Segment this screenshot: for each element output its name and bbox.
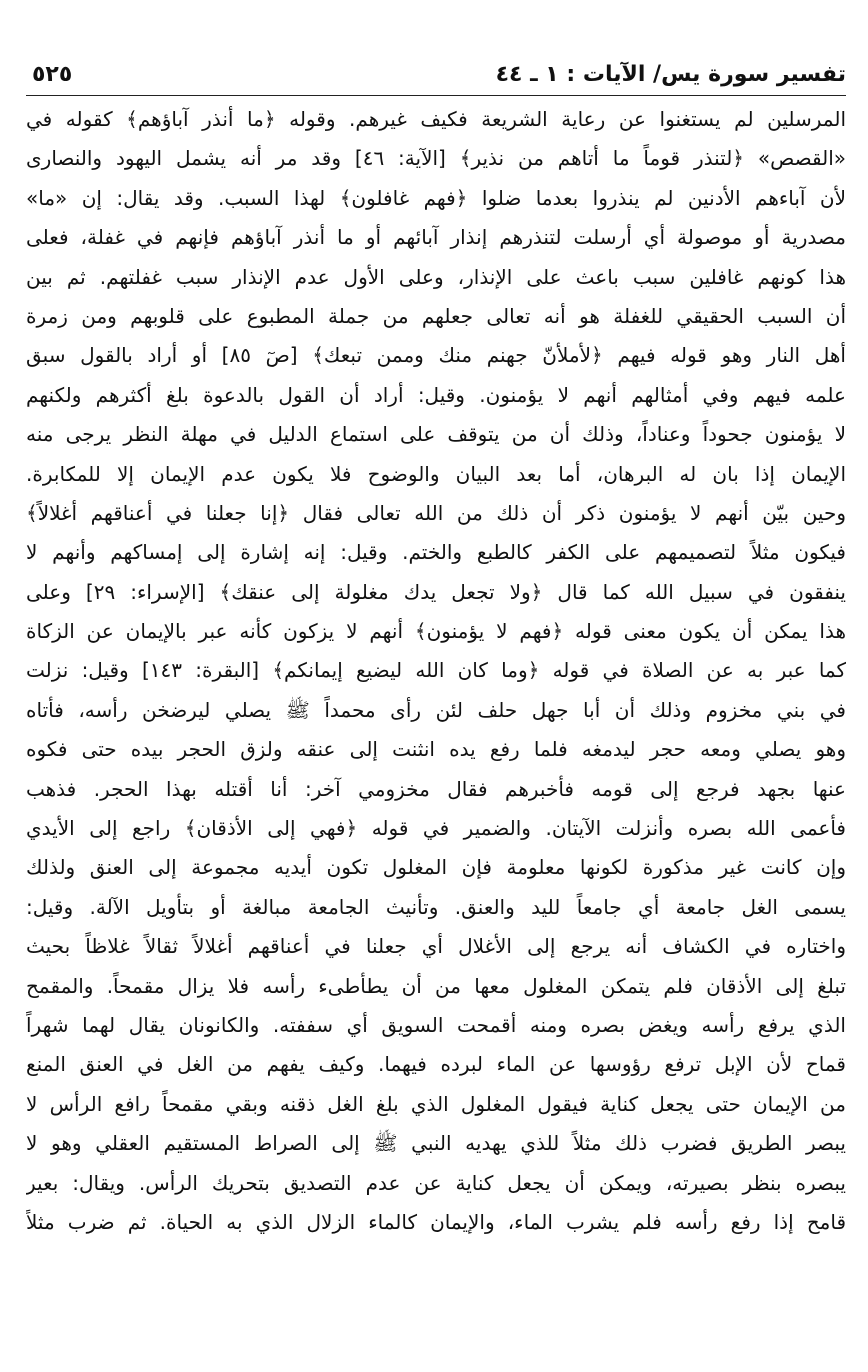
text-line: قماح لأن الإبل ترفع رؤوسها عن الماء لبرده فيهما. وكيف يفهم من الغل في العنق المنع [26, 1052, 846, 1077]
text-line: مصدرية أو موصولة أي أرسلت لتنذرهم إنذار آبائهم أو ما أنذر آباؤهم فإنهم في غفلة، فعلى [26, 225, 846, 250]
text-line: وإن كانت غير مذكورة لكونها معلومة فإن المغلول تكون أيديه مجموعة إلى العنق ولذلك [26, 855, 846, 880]
book-page [26, 58, 846, 1318]
header-divider [26, 95, 846, 96]
text-line: في بني مخزوم وذلك أن أبا جهل حلف لئن رأى محمداً ﷺ يصلي ليرضخن رأسه، فأتاه [26, 697, 846, 722]
text-line: هذا يمكن أن يكون معنى قوله ﴿فهم لا يؤمنون﴾ أنهم لا يزكون كأنه عبر بالإيمان عن الزكاة [26, 619, 846, 644]
text-line: أهل النار وهو قوله فيهم ﴿لأملأنّ جهنم منك وممن تبعك﴾ [صٓ ٨٥] أو أراد بالقول سبق [26, 343, 846, 368]
page-header [26, 58, 846, 96]
text-line: يبصر الطريق فضرب ذلك مثلاً للذي يهديه النبي ﷺ إلى الصراط المستقيم العقلي وهو لا [26, 1131, 846, 1156]
text-line: أن السبب الحقيقي للغفلة هو أنه تعالى جعلهم من جملة المطبوع على قلوبهم ومن زمرة [26, 303, 846, 328]
text-line: لأن آباءهم الأدنين لم ينذروا بعدما ضلوا ﴿فهم غافلون﴾ لهذا السبب. وقد يقال: إن «ما» [26, 185, 846, 210]
text-line: ينفقون في سبيل الله كما قال ﴿ولا تجعل يدك مغلولة إلى عنقك﴾ [الإسراء: ٢٩] وعلى [26, 579, 846, 604]
text-line: وحين بيّن أنهم لا يؤمنون ذكر أن ذلك من الله تعالى فقال ﴿إنا جعلنا في أعناقهم أغلالاً﴾ [26, 500, 846, 525]
text-line: يبصره بنظر بصيرته، ويمكن أن يجعل كناية عن عدم التصديق بتحريك الرأس. ويقال: بعير [26, 1170, 846, 1195]
text-line: كما عبر به عن الصلاة في قوله ﴿وما كان الله ليضيع إيمانكم﴾ [البقرة: ١٤٣] وقيل: نزلت [26, 658, 846, 683]
text-line: فيكون مثلاً لتصميمهم على الكفر كالطبع والختم. وقيل: إنه إشارة إلى إمساكهم وأنهم لا [26, 540, 846, 565]
text-line: المرسلين لم يستغنوا عن رعاية الشريعة فكيف غيرهم. وقوله ﴿ما أنذر آباؤهم﴾ كقوله في [26, 107, 846, 131]
text-line: فأعمى الله بصره وأنزلت الآيتان. والضمير في قوله ﴿فهي إلى الأذقان﴾ راجع إلى الأيدي [26, 816, 846, 841]
text-line: هذا كونهم غافلين سبب باعث على الإنذار، وعلى الأول عدم الإنذار سبب غفلتهم. ثم بين [26, 264, 846, 289]
text-line: الذي يرفع رأسه ويغض بصره ومنه أقمحت السويق أي سففته. والكانونان يقال لهما شهراً [26, 1012, 846, 1037]
text-line: لا يؤمنون جحوداً وعناداً، وذلك أن من يتوقف على استماع الدليل في مهلة النظر يرجى منه [26, 422, 846, 447]
text-line: يسمى الغل جامعة أي جامعاً لليد والعنق. وتأنيث الجامعة مبالغة أو بتأويل الآلة. وقيل: [26, 894, 846, 919]
text-line: علمه فيهم وفي أمثالهم أنهم لا يؤمنون. وقيل: أراد أن القول بالدعوة بلغ أكثرهم ولكنهم [26, 382, 846, 407]
text-line: من الإيمان حتى يجعل كناية فيقول المغلول الذي بلغ الغل ذقنه وبقي مقمحاً رافع الرأس لا [26, 1091, 846, 1116]
text-line: واختاره في الكشاف أنه يرجع إلى الأغلال أي جعلنا في أعناقهم أغلالاً ثقالاً غلاظاً بحيث [26, 934, 846, 959]
text-line: وهو يصلي ومعه حجر ليدمغه فلما رفع يده انثنت إلى عنقه ولزق الحجر بيده حتى فكوه [26, 737, 846, 762]
running-title: تفسير سورة يس/ الآيات : ١ ـ ٤٤ [495, 62, 846, 87]
text-line: الإيمان إذا بان له البرهان، أما بعد البيان والوضوح فلا يكون عدم الإيمان إلا للمكابرة. [26, 461, 846, 486]
text-line: «القصص» ﴿لتنذر قوماً ما أتاهم من نذير﴾ [الآية: ٤٦] وقد مر أنه يشمل اليهود والنصارى [26, 146, 846, 171]
body-text [26, 100, 846, 1242]
text-line: عنها بجهد فرجع إلى قومه فأخبرهم فقال مخزومي آخر: أنا أقتله بهذا الحجر. فذهب [26, 776, 846, 801]
page-number: ٥٢٥ [32, 62, 73, 87]
text-line: قامح إذا رفع رأسه فلم يشرب الماء، والإيمان كالماء الزلال الذي به الحياة. ثم ضرب مثلاً [26, 1209, 846, 1234]
text-line: تبلغ إلى الأذقان فلم يتمكن المغلول معها من أن يطأطىء رأسه فلا يزال مقمحاً. والمقمح [26, 973, 846, 998]
